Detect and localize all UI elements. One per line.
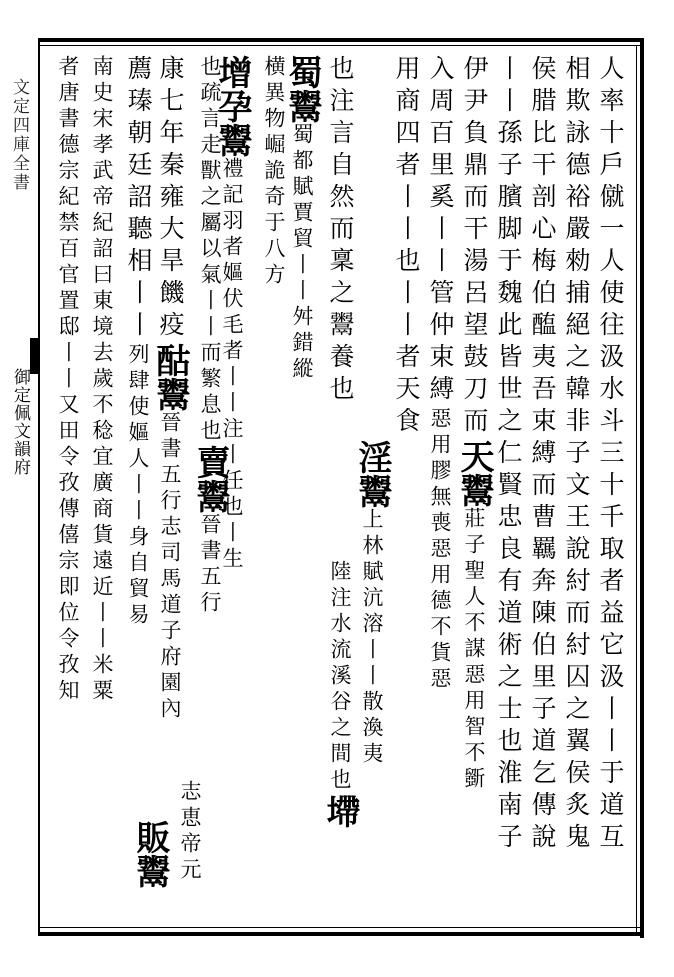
text-column-1	[590, 55, 630, 925]
column-text: 者唐書德宗紀禁百官置邸丨丨又田令孜傳僖宗即位令孜知	[56, 55, 80, 705]
column-text: 也疏言走獸之屬以氣丨丨而繁息也	[198, 55, 222, 445]
column-text: 晉書五行志司馬道子府園內	[158, 411, 182, 723]
entry-heading: 酤鬻	[150, 343, 190, 411]
text-column-heading-fanyu	[130, 820, 170, 920]
entry-heading: 淫鬻	[352, 440, 392, 508]
column-text: 南史宋孝武帝紀詔曰東境去歲不稔宜廣商貨遠近丨丨米粟	[90, 55, 114, 705]
column-text: 相欺詠德裕嚴勑捕絕之韓非子文王說紂而紂囚之翼侯炙鬼	[562, 55, 591, 855]
text-column-4	[488, 55, 528, 925]
column-text: 莊子聖人不謀惡用智不斵	[462, 507, 486, 793]
column-text: 丨丨孫子臏脚于魏此皆世之仁賢忠良有道術之士也淮南子	[494, 55, 523, 855]
text-column-2	[556, 55, 596, 925]
column-text: 上林賦沆溶丨丨散渙夷	[360, 508, 384, 768]
frame-top-border	[38, 38, 642, 42]
frame-right-inner-border	[636, 45, 637, 935]
frame-top-inner-border	[38, 45, 642, 46]
margin-strip	[0, 38, 38, 936]
frame-bottom-border	[38, 932, 644, 936]
frame-left-border	[38, 38, 40, 936]
margin-book-title: 御定佩文韻府	[10, 368, 30, 476]
column-text: 列肆使嫗人丨丨身自貿易	[126, 343, 150, 629]
column-text: 康七年秦雍大旱饑疫	[156, 55, 185, 343]
column-text: 陸注水流溪谷之間也	[328, 560, 352, 794]
column-text: 晉書五行	[198, 513, 222, 617]
text-column-9-lower	[320, 560, 360, 920]
column-text: 志恵帝元	[178, 780, 202, 884]
text-column-17	[82, 55, 122, 925]
text-column-18	[48, 55, 88, 925]
column-text: 用商四者丨丨也丨丨者天食	[392, 55, 421, 439]
entry-heading: 天鬻	[454, 439, 494, 507]
entry-heading: 蜀鬻	[282, 55, 322, 123]
column-text: 侯腊比干剖心梅伯醢夷吾束縛而曹羈奔陳伯里子道乞傳說	[528, 55, 557, 855]
text-column-7	[386, 55, 426, 925]
column-text: 入周百里奚丨丨管仲束縛	[426, 55, 455, 407]
supplement-mark: 增	[212, 55, 252, 89]
column-text: 人率十戶僦一人使往汲水斗三十千取者益它汲丨丨于道互	[596, 55, 625, 855]
frame-bottom-inner-border	[38, 927, 642, 928]
column-text: 蜀都賦賈貿丨丨舛錯縱	[290, 123, 314, 383]
text-column-5	[454, 55, 494, 925]
entry-heading: 賣鬻	[190, 445, 230, 513]
column-text: 禮記羽者嫗伏毛者丨丨注丨任也丨生	[220, 157, 244, 573]
entry-heading: 孕鬻	[212, 89, 252, 157]
entry-heading: 販鬻	[130, 820, 170, 888]
column-text: 惡用膠無喪惡用德不貨惡	[428, 407, 452, 693]
column-text: 薦瑧朝廷詔聽相丨丨	[124, 55, 153, 343]
text-column-11	[254, 55, 294, 475]
column-text: 也注言自然而稟之鬻養也	[326, 55, 355, 407]
text-column-3	[522, 55, 562, 925]
entry-heading: 墆	[320, 794, 360, 828]
text-column-16	[118, 55, 158, 925]
text-column-9	[320, 55, 360, 435]
frame-right-border	[640, 38, 644, 938]
column-text: 横異物崛詭奇于八方	[262, 55, 286, 289]
text-column-6	[420, 55, 460, 925]
margin-upper-text: 文定四庫全書	[9, 78, 29, 192]
column-text: 伊尹負鼎而干湯呂望鼓刀而	[460, 55, 489, 439]
